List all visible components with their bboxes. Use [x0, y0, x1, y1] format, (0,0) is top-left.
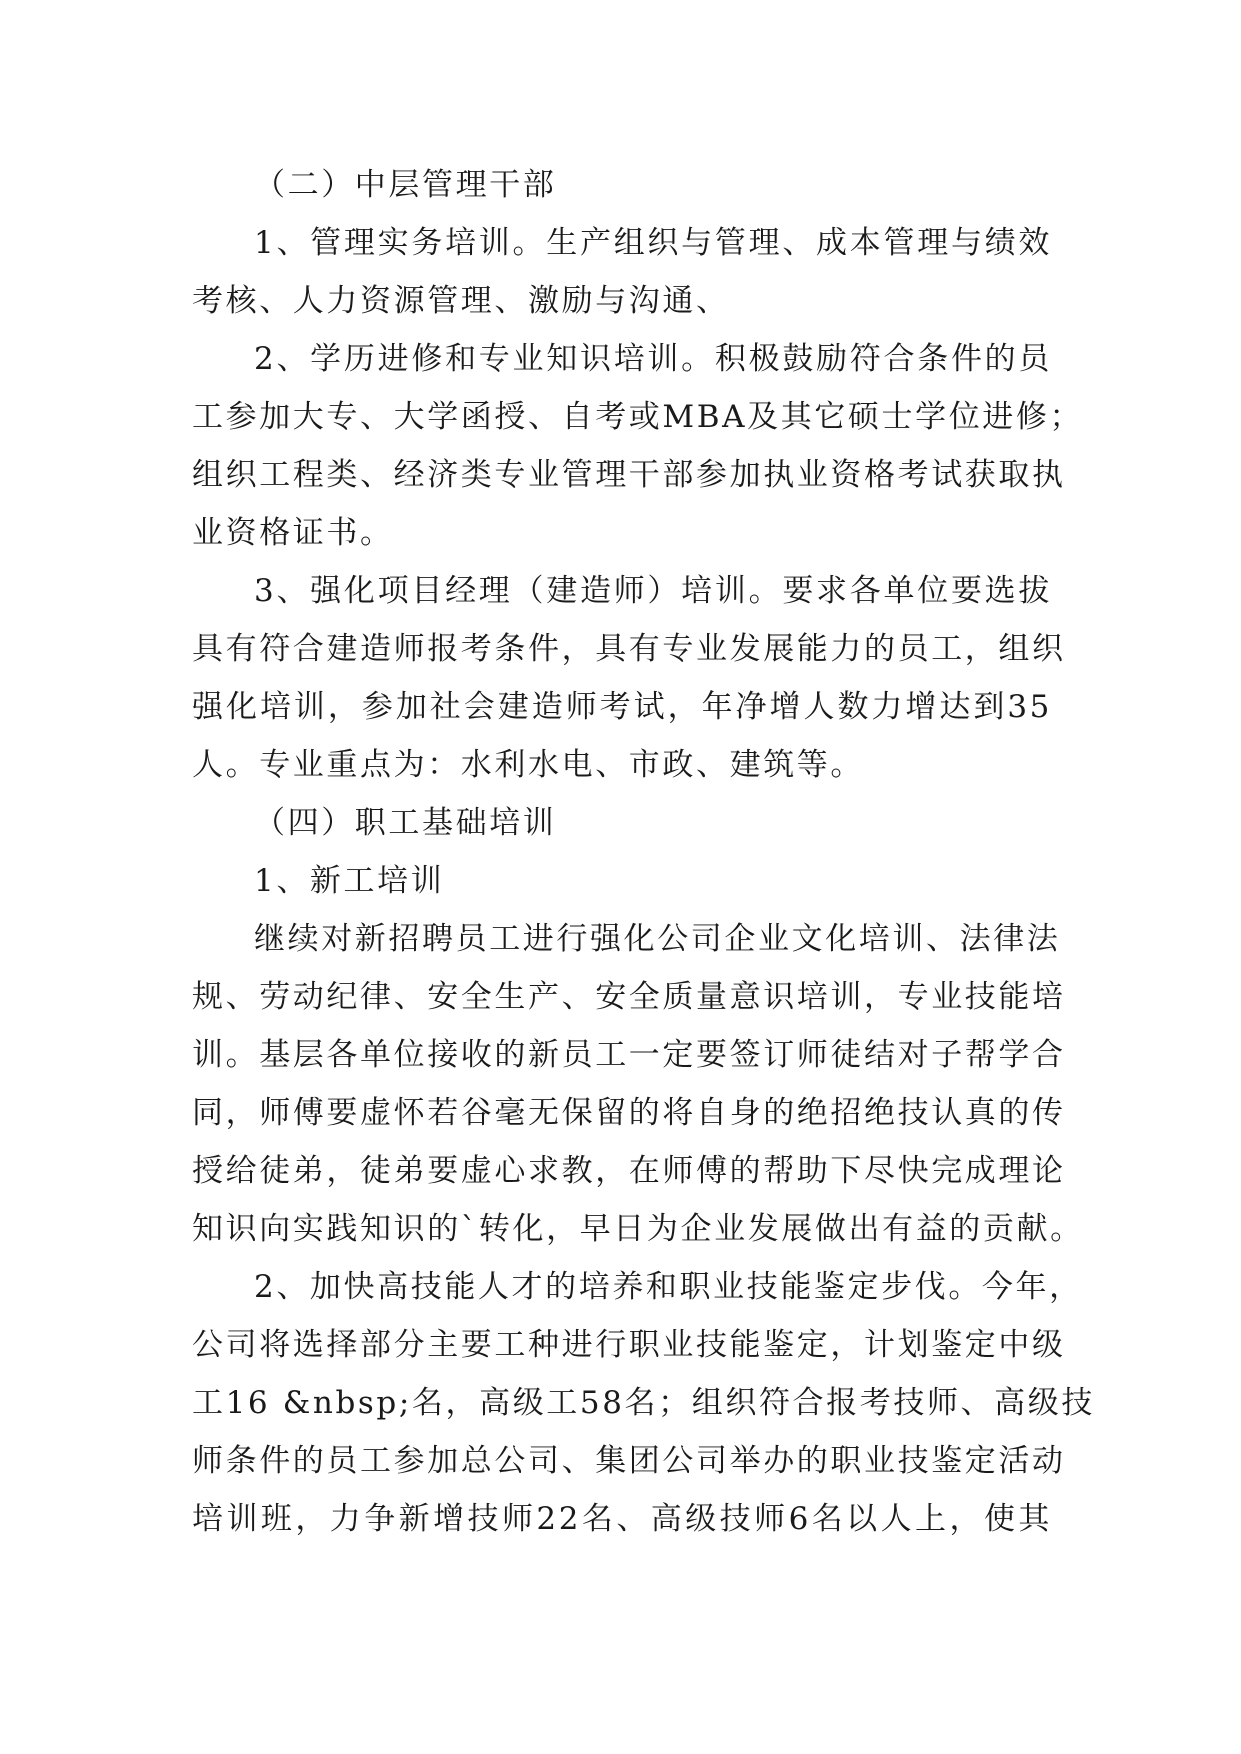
- paragraph-line: 规、劳动纪律、安全生产、安全质量意识培训，专业技能培: [192, 979, 1066, 1015]
- paragraph-line: 组织工程类、经济类专业管理干部参加执业资格考试获取执: [192, 457, 1066, 493]
- paragraph-line: 师条件的员工参加总公司、集团公司举办的职业技鉴定活动: [192, 1443, 1066, 1479]
- paragraph-line: 3、强化项目经理（建造师）培训。要求各单位要选拔: [254, 573, 1052, 609]
- paragraph-line: 授给徒弟，徒弟要虚心求教，在师傅的帮助下尽快完成理论: [192, 1153, 1066, 1189]
- paragraph-line: 业资格证书。: [192, 515, 394, 551]
- paragraph-line: 1、管理实务培训。生产组织与管理、成本管理与绩效: [254, 225, 1052, 261]
- paragraph-line: 培训班，力争新增技师22名、高级技师6名以人上，使其: [192, 1501, 1052, 1537]
- paragraph-line: 具有符合建造师报考条件，具有专业发展能力的员工，组织: [192, 631, 1066, 667]
- paragraph-line: 同，师傅要虚怀若谷毫无保留的将自身的绝招绝技认真的传: [192, 1095, 1066, 1131]
- paragraph-line: 知识向实践知识的`转化，早日为企业发展做出有益的贡献。: [192, 1211, 1084, 1247]
- document-body: [192, 156, 1095, 1548]
- paragraph-line: 工参加大专、大学函授、自考或MBA及其它硕士学位进修；: [192, 399, 1084, 435]
- subsection-heading-new-staff: 1、新工培训: [254, 863, 445, 899]
- paragraph-line: 继续对新招聘员工进行强化公司企业文化培训、法律法: [254, 921, 1061, 957]
- paragraph-line: 考核、人力资源管理、激励与沟通、: [192, 283, 730, 319]
- section-heading-middle-management: （二）中层管理干部: [254, 167, 557, 203]
- paragraph-line: 人。专业重点为：水利水电、市政、建筑等。: [192, 747, 864, 783]
- paragraph-line: 训。基层各单位接收的新员工一定要签订师徒结对子帮学合: [192, 1037, 1066, 1073]
- paragraph-line: 公司将选择部分主要工种进行职业技能鉴定，计划鉴定中级: [192, 1327, 1066, 1363]
- paragraph-line: 强化培训，参加社会建造师考试，年净增人数力增达到35: [192, 689, 1052, 725]
- paragraph-line: 工16 &nbsp;名，高级工58名；组织符合报考技师、高级技: [192, 1385, 1095, 1421]
- section-heading-basic-training: （四）职工基础培训: [254, 805, 557, 841]
- paragraph-line: 2、加快高技能人才的培养和职业技能鉴定步伐。今年，: [254, 1269, 1083, 1305]
- paragraph-line: 2、学历进修和专业知识培训。积极鼓励符合条件的员: [254, 341, 1052, 377]
